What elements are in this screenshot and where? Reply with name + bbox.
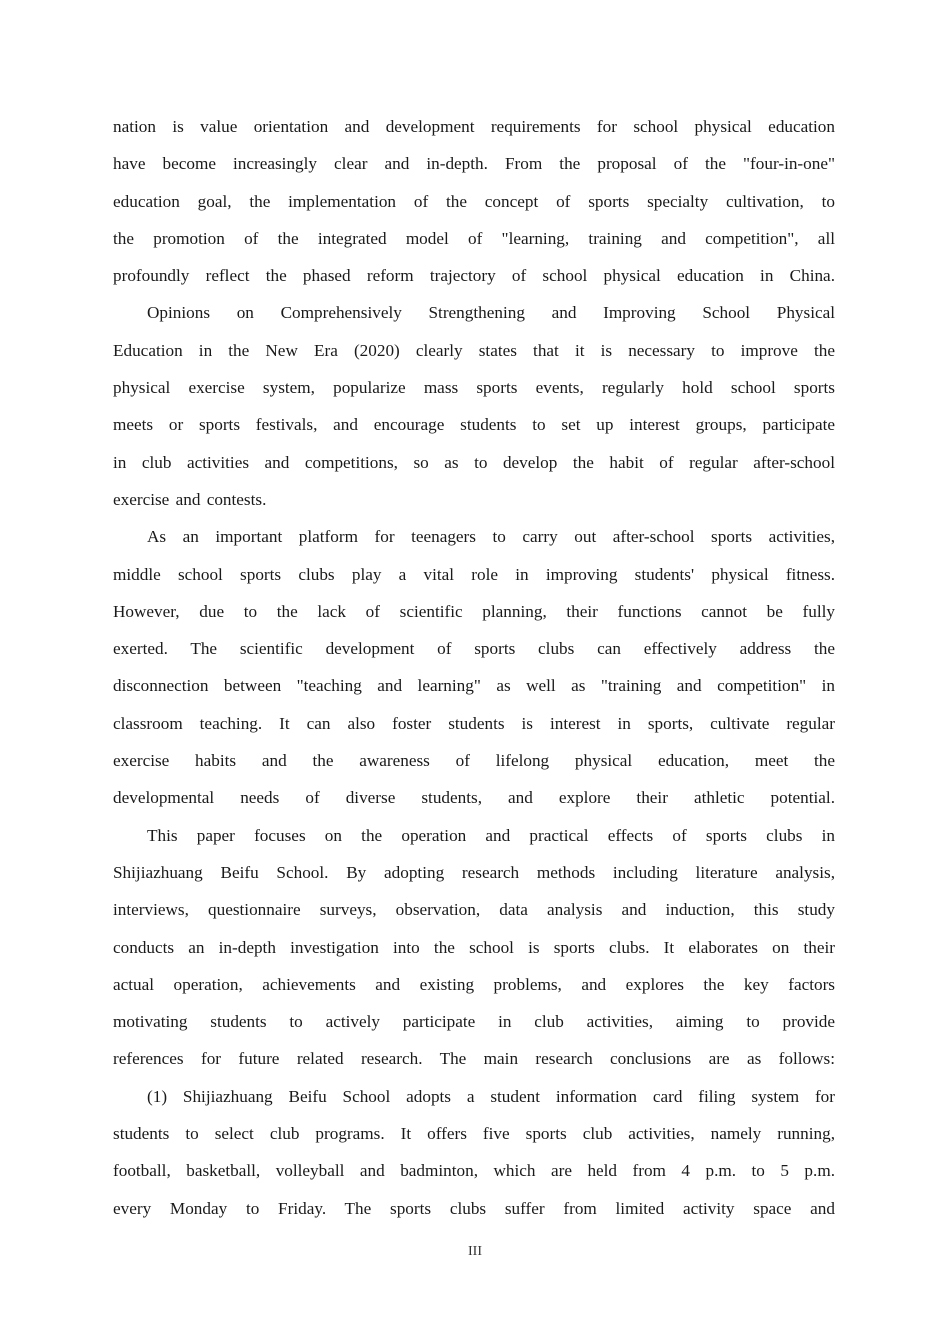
paragraph-4: [113, 817, 835, 1078]
text-line: meets or sports festivals, and encourage students to set up interest groups, participate: [113, 415, 835, 435]
paragraph-1: [113, 108, 835, 294]
text-line: the promotion of the integrated model of "learning, training and competition", all: [113, 228, 835, 248]
page-number: III: [468, 1244, 482, 1259]
paragraph-3: [113, 518, 835, 816]
text-line: references for future related research. The main research conclusions are as follows:: [113, 1049, 835, 1069]
text-line: Education in the New Era (2020) clearly states that it is necessary to improve the: [113, 340, 835, 360]
text-line: profoundly reflect the phased reform trajectory of school physical education in China.: [113, 266, 835, 286]
text-line: (1) Shijiazhuang Beifu School adopts a student information card filing system for: [147, 1086, 835, 1106]
text-line: classroom teaching. It can also foster students is interest in sports, cultivate regular: [113, 713, 835, 733]
paragraph-5: [113, 1078, 835, 1227]
text-line: This paper focuses on the operation and practical effects of sports clubs in: [147, 825, 835, 845]
text-line: developmental needs of diverse students, and explore their athletic potential.: [113, 788, 835, 808]
document-body: [113, 108, 835, 1227]
text-line: football, basketball, volleyball and badminton, which are held from 4 p.m. to 5 p.m.: [113, 1161, 835, 1181]
text-line: physical exercise system, popularize mass sports events, regularly hold school sports: [113, 378, 835, 398]
text-line: disconnection between "teaching and learning" as well as "training and competition" in: [113, 676, 835, 696]
text-line: As an important platform for teenagers to carry out after-school sports activities,: [147, 527, 835, 547]
text-line: Shijiazhuang Beifu School. By adopting research methods including literature analysis,: [113, 862, 835, 882]
text-line: exercise and contests.: [113, 489, 267, 509]
text-line: actual operation, achievements and existing problems, and explores the key factors: [113, 974, 835, 994]
text-line: in club activities and competitions, so as to develop the habit of regular after-school: [113, 452, 835, 472]
text-line: conducts an in-depth investigation into the school is sports clubs. It elaborates on their: [113, 937, 835, 957]
text-line: middle school sports clubs play a vital role in improving students' physical fitness.: [113, 564, 835, 584]
text-line: nation is value orientation and development requirements for school physical education: [113, 117, 835, 136]
text-line: have become increasingly clear and in-depth. From the proposal of the "four-in-one": [113, 154, 835, 174]
text-line: motivating students to actively participate in club activities, aiming to provide: [113, 1012, 835, 1032]
text-line: every Monday to Friday. The sports clubs suffer from limited activity space and: [113, 1198, 835, 1218]
text-line: interviews, questionnaire surveys, observation, data analysis and induction, this study: [113, 900, 835, 920]
text-line: However, due to the lack of scientific planning, their functions cannot be fully: [113, 601, 835, 621]
text-line: exerted. The scientific development of sports clubs can effectively address the: [113, 639, 835, 659]
text-line: education goal, the implementation of the concept of sports specialty cultivation, to: [113, 191, 835, 211]
text-line: exercise habits and the awareness of lifelong physical education, meet the: [113, 751, 835, 771]
text-line: Opinions on Comprehensively Strengthening and Improving School Physical: [147, 303, 835, 323]
text-line: students to select club programs. It offers five sports club activities, namely running,: [113, 1124, 835, 1144]
paragraph-2: [113, 294, 835, 518]
